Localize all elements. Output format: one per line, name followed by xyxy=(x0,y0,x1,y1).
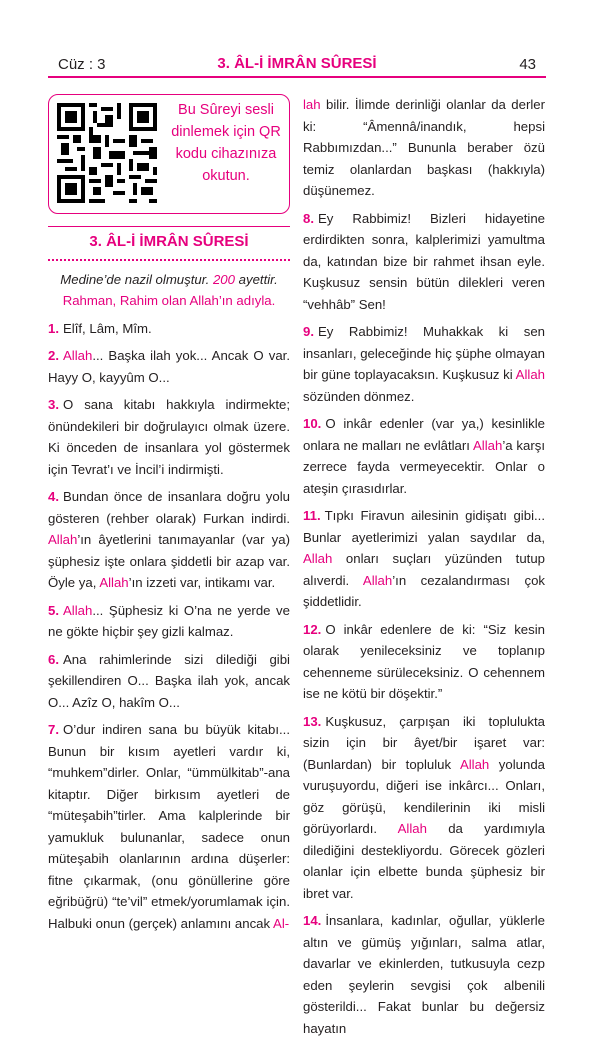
verse-number: 8. xyxy=(303,210,314,226)
verse xyxy=(48,719,290,934)
page-number: 43 xyxy=(519,56,536,73)
surah-intro xyxy=(48,269,290,291)
running-title: 3. ÂL-İ İMRÂN SÛRESİ xyxy=(217,55,377,72)
verse-text: ’ın cezalandırması çok şiddetlidir. xyxy=(303,572,545,609)
divine-name: Allah xyxy=(63,348,93,363)
verse-text: O’dur indiren sana bu büyük kitabı... Bunun bir kısım ayetleri vardır ki, “muhkem”dirler. Onlar, “ümmülkitab”-ana kitaptır. Diğer birkısım ayetleri de “müteşabih”tirler. Ama kalplerinde bir yamukluk bulunanlar, sadece onun müteşabih olanlarının ardına düşerler: fitne çıkarmak, (onu gönüllerine göre eğribüğrü) “te’vil” etmek/yorumlamak için. Halbuki onun (gerçek) anlamını ancak xyxy=(48,722,290,931)
verse-text: Elîf, Lâm, Mîm. xyxy=(63,320,152,336)
verse-number: 1. xyxy=(48,320,59,336)
verse-text: Bundan önce de insanlara doğru yolu gösteren (rehber olarak) Furkan indirdi. xyxy=(48,489,290,526)
verse-number: 11. xyxy=(303,508,321,523)
divine-name: Allah xyxy=(48,532,78,547)
qr-box xyxy=(48,94,290,214)
verse-number: 9. xyxy=(303,324,314,339)
verse xyxy=(48,600,290,643)
divine-name: Allah xyxy=(515,367,545,382)
verse xyxy=(303,910,545,1039)
verse-text: bilir. İlimde derinliği olanlar da derler ki: “Âmennâ/inandık, hepsi Rabbımızdan...” Bununla beraber özü temiz olanlardan başkası (hakkıyla) düşünemez. xyxy=(303,97,545,198)
intro-text-a: Medine’de nazil olmuştur. xyxy=(60,271,210,287)
basmala: Rahman, Rahim olan Allah’ın adıyla. xyxy=(62,293,276,308)
verse-text: yolunda vuruşuyordu, diğeri ise inkârcı... Onları, göz görüşü, kendilerinin iki misli görüyorlardı. xyxy=(303,756,546,836)
divine-name: Allah xyxy=(397,821,427,836)
verse-number: 6. xyxy=(48,651,59,667)
verse-text: ... Başka ilah yok... Ancak O var. Hayy O, kayyûm O... xyxy=(48,348,290,385)
surah-heading: 3. ÂL-İ İMRÂN SÛRESİ xyxy=(48,226,290,261)
verse-text: onları suçları yüzünden tutup alıverdi. xyxy=(303,551,545,588)
divine-name: Allah xyxy=(459,756,490,772)
verse-text: ’ın âyetlerini tanımayanlar (var ya) şüphesiz işte onlara şiddetli bir azap var. Öyle ya, xyxy=(48,532,290,590)
right-column xyxy=(303,94,545,1045)
verse-text: ’a karşı zerrece fayda vermeyecektir. Onlar o ateşin çırasıdırlar. xyxy=(303,437,545,496)
divine-name: Allah xyxy=(303,551,333,566)
verse xyxy=(303,208,545,316)
verse-number: 5. xyxy=(48,602,59,618)
verse-text: Ey Rabbimiz! Muhakkak ki sen insanları, geleceğinde hiç şüphe olmayan bir güne toplayacaksın. Kuşkusuz ki xyxy=(303,324,545,382)
verse-list-left xyxy=(48,318,290,935)
intro-text-b: ayettir. xyxy=(238,271,278,287)
qr-code-icon[interactable] xyxy=(57,103,157,203)
page-header xyxy=(48,54,546,78)
verse-text: Ana rahimlerinde sizi dilediği gibi şekillendiren O... Başka ilah yok, ancak O... Azîz O, hakîm O... xyxy=(48,651,290,710)
verse-number: 12. xyxy=(303,621,322,637)
header-rule xyxy=(48,76,546,78)
verse-text: Ey Rabbimiz! Bizleri hidayetine erdirdikten sonra, kalplerimizi yamultma da, katından bize bir rahmet ihsan eyle. Kuşkusuz sensin bütün dilekleri veren “vehhâb” Sen! xyxy=(303,210,545,312)
verse-text: da yardımıyla dilediğini destekliyordu. Görecek gözleri olanlar için elbette bunda şüphesiz bir ibret var. xyxy=(303,821,545,901)
verse xyxy=(48,318,290,340)
verse xyxy=(303,413,545,499)
verse xyxy=(303,619,545,705)
divine-name: Al- xyxy=(273,915,290,931)
qr-instruction: Bu Sûreyi sesli dinlemek için QR kodu cihazınıza okutun. xyxy=(171,102,281,184)
verse-text: Kuşkusuz, çarpışan iki toplulukta sizin için bir âyet/bir işaret var: (Bunlardan) bir topluluk xyxy=(303,713,545,772)
divine-name: Allah xyxy=(473,437,503,453)
verse-list-right xyxy=(303,208,545,1040)
juz-label: Cüz : 3 xyxy=(58,56,106,73)
verse xyxy=(303,505,545,613)
verse-text: O sana kitabı hakkıyla indirmekte; önündekileri bir doğrulayıcı olmak üzere. Ki önceden de insanlara yol göstermek için Tevrat’ı ve İncil’i indirmişti. xyxy=(48,397,290,477)
left-column xyxy=(48,94,290,940)
verse-text: İnsanlara, kadınlar, oğullar, yüklerle altın ve gümüş yığınları, salma atlar, davarlar ve ekinlerden, tutkusuyla cezp eden şeylerin sevgisi çok albenili gösterildi... Fakat bunlar bu değersiz hayatın xyxy=(303,913,545,1036)
verse-number: 3. xyxy=(48,397,59,412)
verse-number: 13. xyxy=(303,713,322,729)
verse xyxy=(303,711,545,905)
verse-number: 4. xyxy=(48,489,59,504)
verse-number: 10. xyxy=(303,416,322,431)
verse xyxy=(48,394,290,480)
verse xyxy=(48,649,290,714)
verse-number: 7. xyxy=(48,722,59,737)
divine-name: Allah xyxy=(362,572,393,588)
verse xyxy=(48,345,290,388)
divine-name: lah xyxy=(303,97,321,112)
divine-name: Allah xyxy=(63,602,93,618)
verse-text: Tıpkı Firavun ailesinin gidişatı gibi... Bunlar ayetlerimizi yalan saydılar da, xyxy=(303,508,545,545)
verse-number: 14. xyxy=(303,913,322,928)
verse xyxy=(48,486,290,594)
verse-text: O inkâr edenlere de ki: “Siz kesin olarak yenileceksiniz ve toplanıp cehenneme sürüleceksiniz. O cehennem ise ne kötü bir döşektir.” xyxy=(303,621,545,701)
verse-text: sözünden dönmez. xyxy=(303,388,415,404)
divine-name: Allah xyxy=(99,575,129,590)
verse-text: ’ın izzeti var, intikamı var. xyxy=(128,575,276,590)
verse-continuation xyxy=(303,94,545,202)
verse-text: ... Şüphesiz ki O’na ne yerde ve ne gökte hiçbir şey gizli kalmaz. xyxy=(48,602,290,639)
verse xyxy=(303,321,545,407)
verse-count: 200 xyxy=(212,271,235,287)
verse-text: O inkâr edenler (var ya,) kesinlikle onlara ne malları ne evlâtları xyxy=(303,416,545,453)
verse-number: 2. xyxy=(48,348,59,363)
